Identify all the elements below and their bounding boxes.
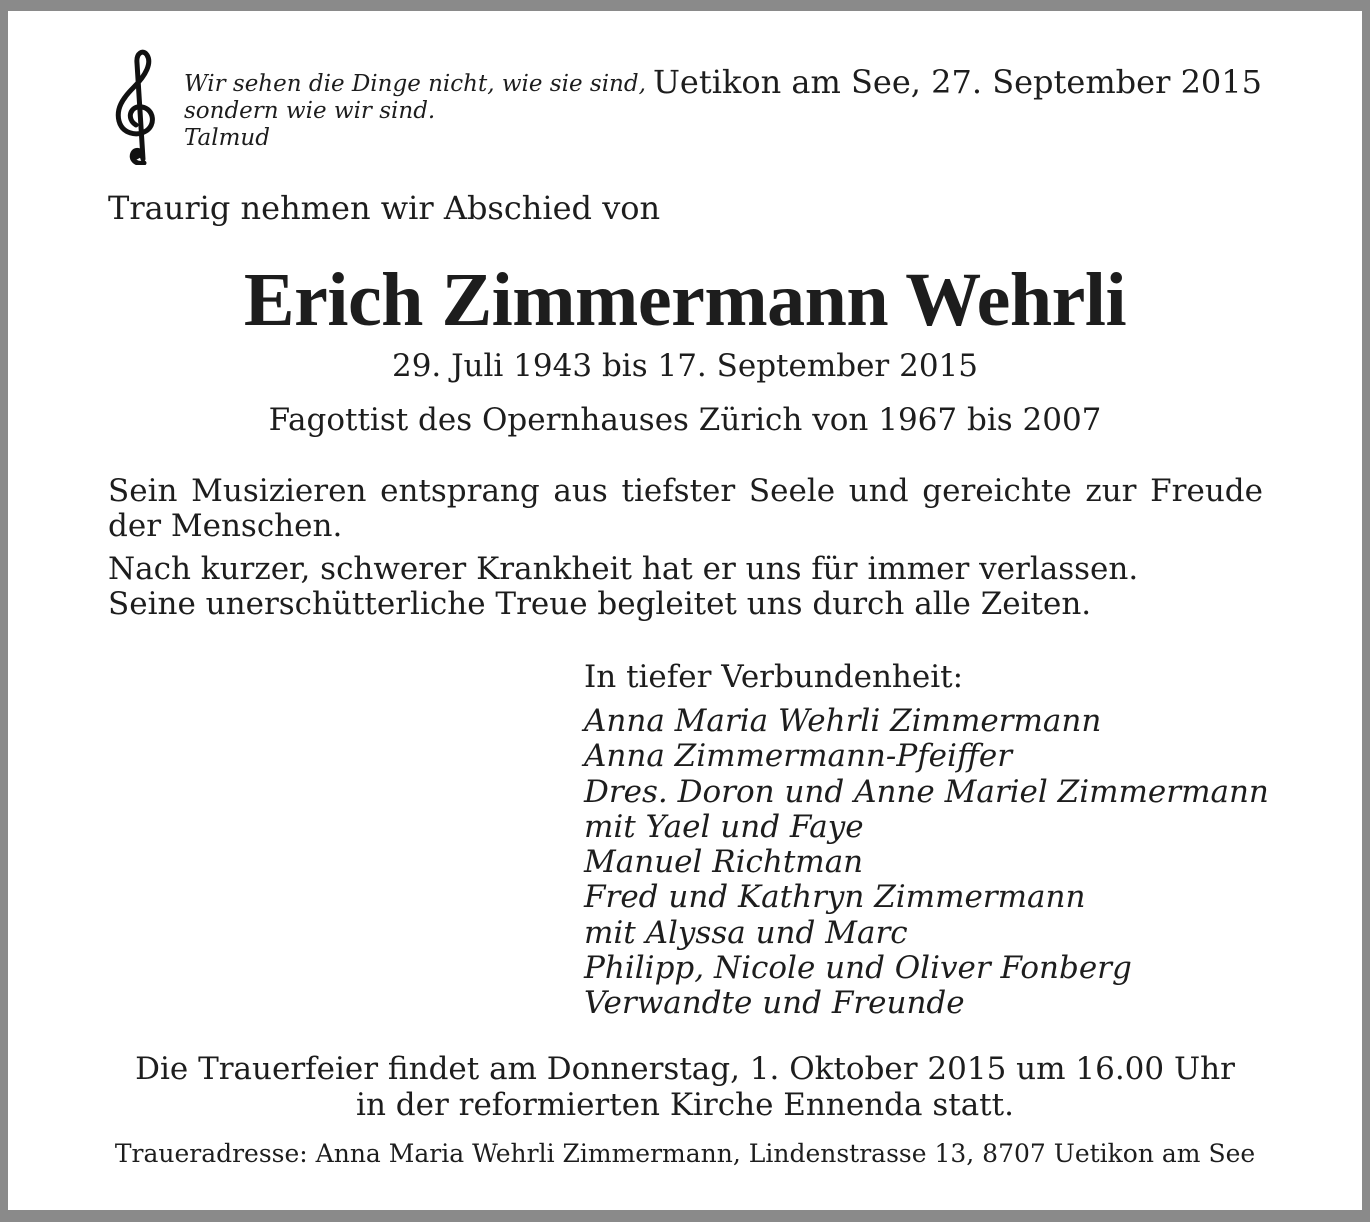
- message-paragraph: [108, 552, 1263, 622]
- mourner-entry: Philipp, Nicole und Oliver Fonberg: [584, 950, 1132, 987]
- funeral-line: Die Trauerfeier findet am Donnerstag, 1. Oktober 2015 um 16.00 Uhr: [135, 1051, 1235, 1087]
- message-line: Nach kurzer, schwerer Krankheit hat er uns für immer verlassen.: [108, 551, 1139, 587]
- obituary-notice: [8, 11, 1362, 1210]
- message-line: Seine unerschütterliche Treue begleitet uns durch alle Zeiten.: [108, 586, 1092, 622]
- funeral-line: in der reformierten Kirche Ennenda statt.: [356, 1087, 1014, 1123]
- mourner-entry: Dres. Doron und Anne Mariel Zimmermann: [584, 773, 1269, 810]
- quote-source: Talmud: [184, 125, 270, 151]
- deceased-name: Erich Zimmermann Wehrli: [243, 258, 1127, 342]
- place-date: Uetikon am See, 27. September 2015: [652, 63, 1262, 101]
- quote-line: Wir sehen die Dinge nicht, wie sie sind,: [184, 71, 646, 97]
- header-quote: [184, 71, 646, 152]
- mourner-entry: Anna Zimmermann-Pfeiffer: [584, 738, 1013, 775]
- quote-line: sondern wie wir sind.: [184, 98, 436, 124]
- mourner-entry: Manuel Richtman: [584, 844, 864, 881]
- message-body: [108, 474, 1263, 630]
- mourner-entry: mit Alyssa und Marc: [584, 914, 908, 951]
- mourner-entry: Verwandte und Freunde: [584, 985, 965, 1022]
- treble-clef-icon: [110, 49, 168, 165]
- life-dates: 29. Juli 1943 bis 17. September 2015: [391, 348, 979, 384]
- occupation: Fagottist des Opernhauses Zürich von 1967 bis 2007: [268, 402, 1102, 438]
- closing-line: In tiefer Verbundenheit:: [584, 659, 964, 695]
- mourners-list: [584, 704, 1269, 1022]
- message-paragraph: Sein Musizieren entsprang aus tiefster Seele und gereichte zur Freude der Menschen.: [108, 473, 1263, 544]
- mourner-entry: Anna Maria Wehrli Zimmermann: [584, 703, 1102, 739]
- mourner-entry: Fred und Kathryn Zimmermann: [584, 879, 1086, 916]
- mourner-entry: mit Yael und Faye: [584, 808, 864, 845]
- intro-text: Traurig nehmen wir Abschied von: [108, 189, 661, 227]
- funeral-notice: [8, 1051, 1362, 1123]
- mourning-address: Traueradresse: Anna Maria Wehrli Zimmermann, Lindenstrasse 13, 8707 Uetikon am See: [114, 1139, 1256, 1168]
